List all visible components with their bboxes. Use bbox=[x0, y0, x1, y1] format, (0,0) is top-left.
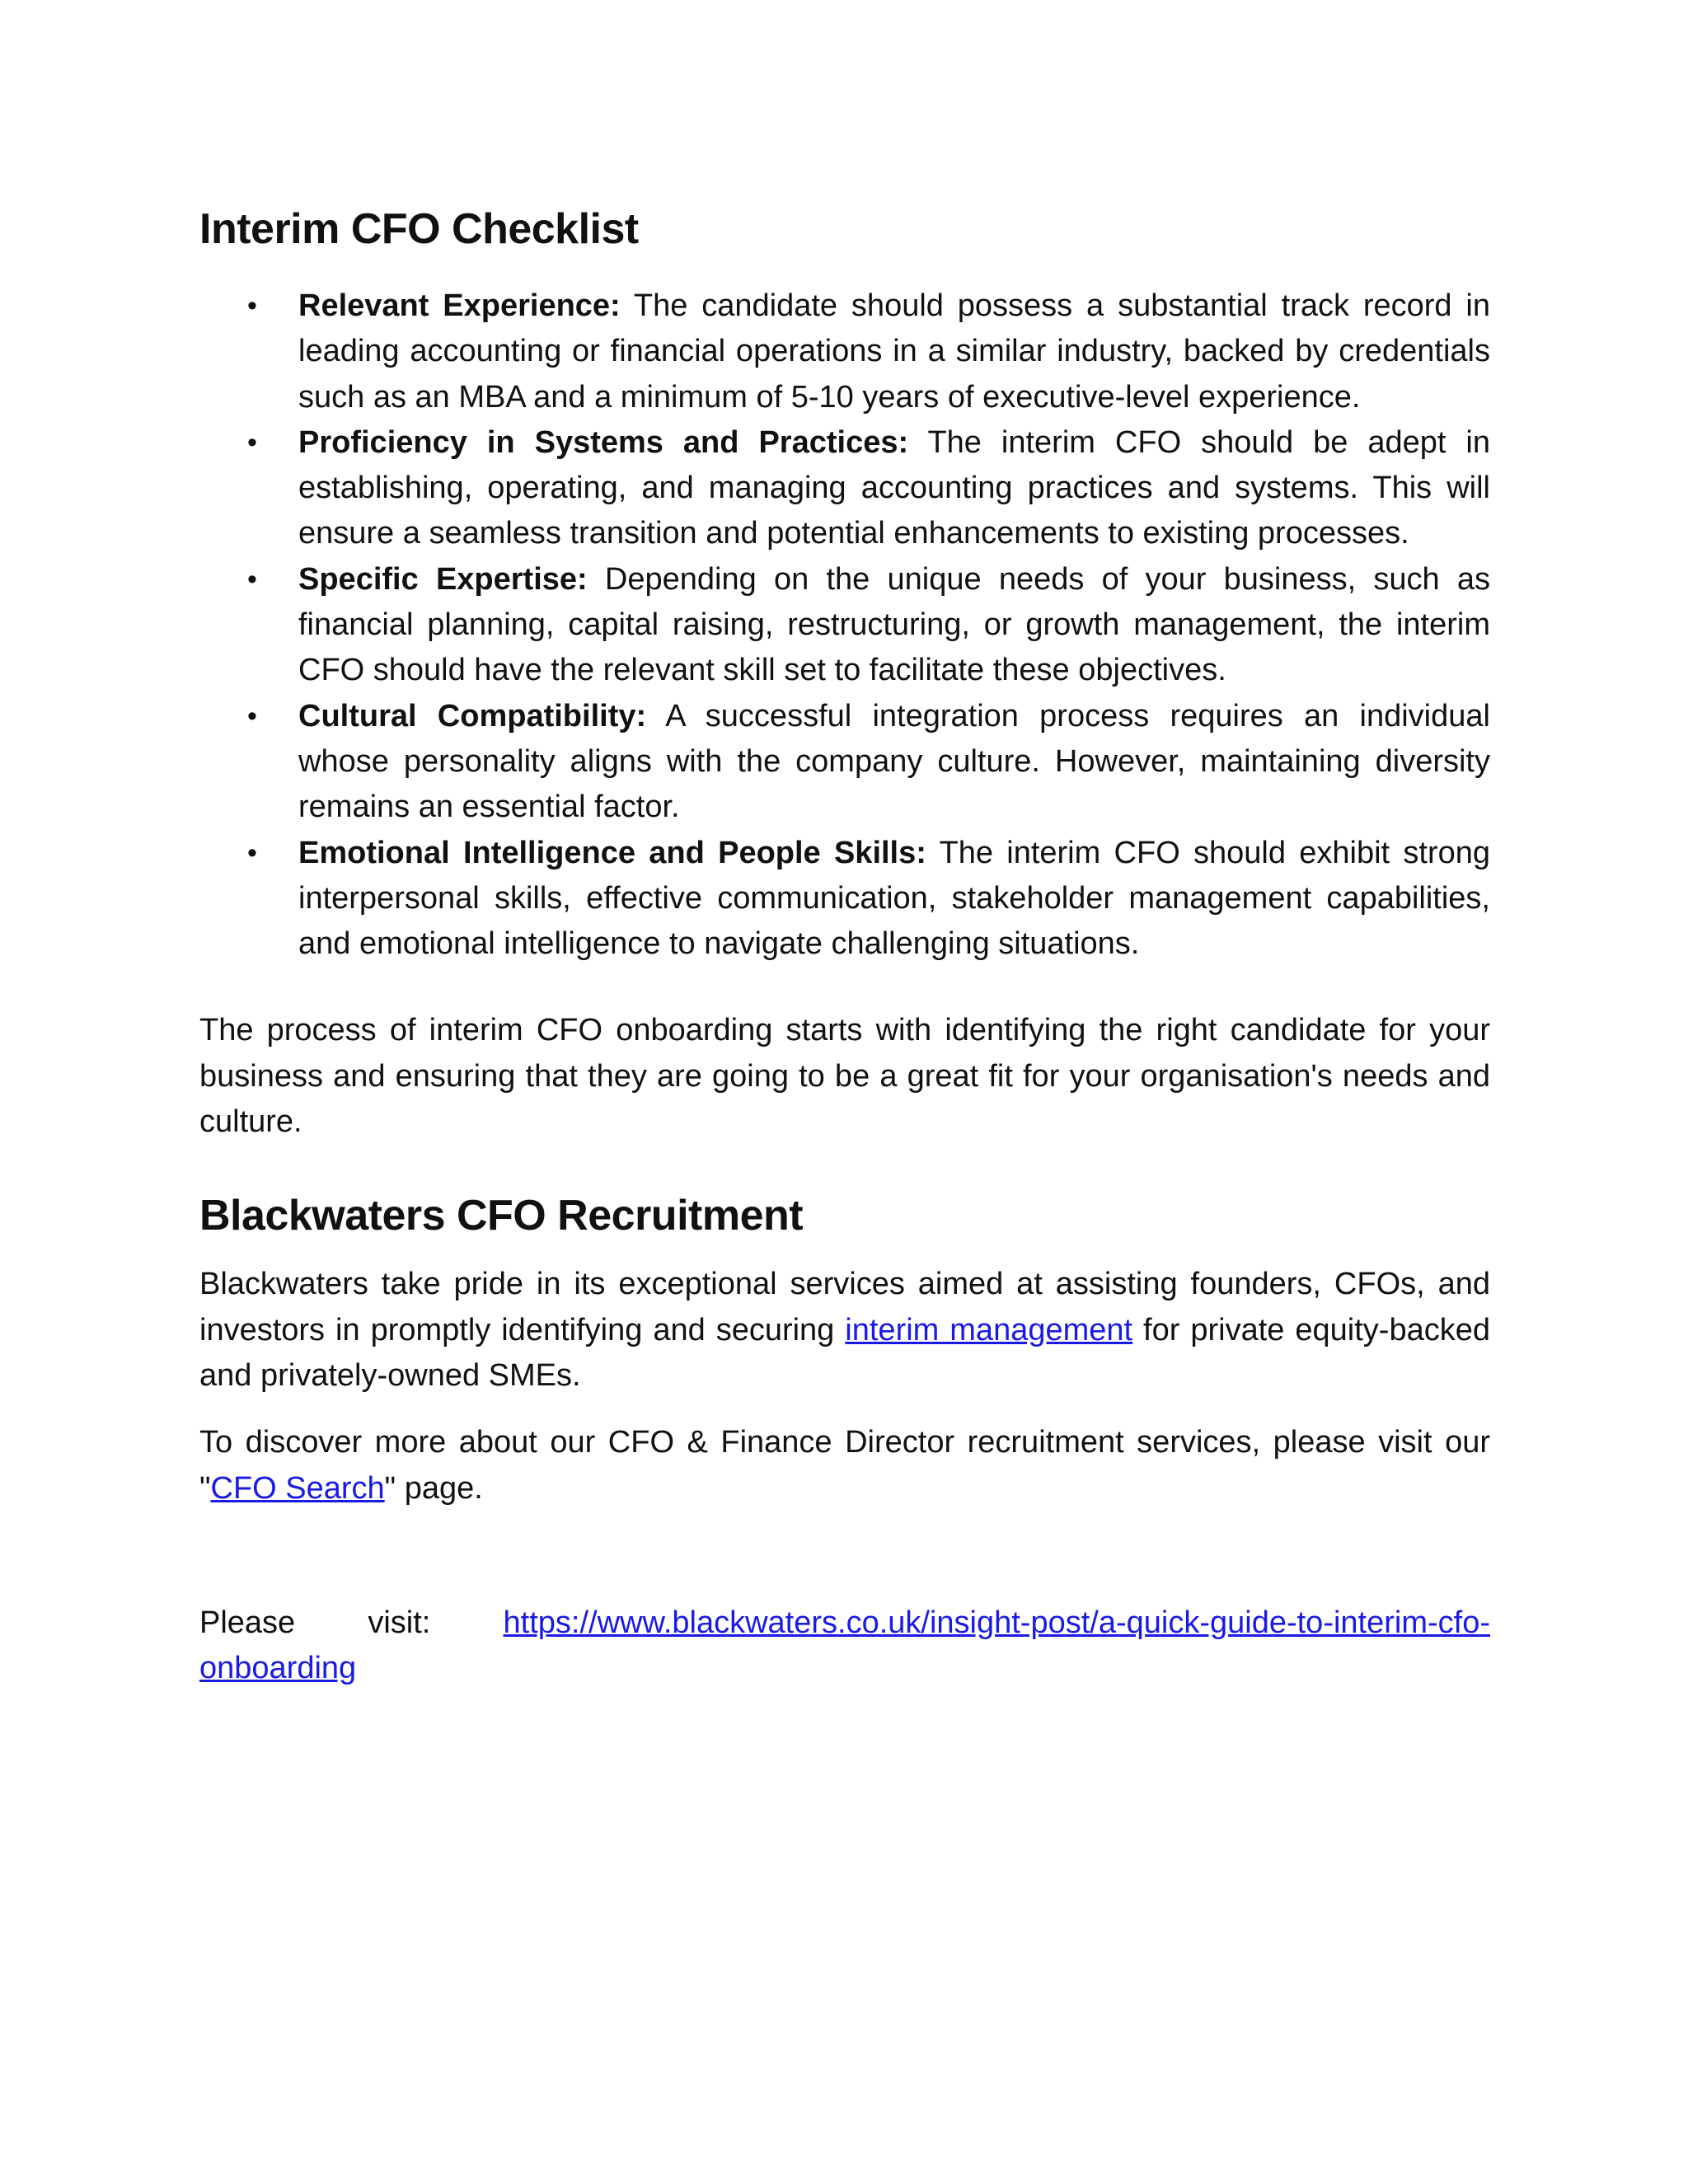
discover-text-before: To discover more about our CFO & Finance Director recruitment services, please visit our " bbox=[199, 1425, 1490, 1506]
cfo-search-link[interactable]: CFO Search bbox=[210, 1470, 385, 1506]
bullet-icon: • bbox=[247, 426, 257, 458]
discover-paragraph bbox=[199, 1420, 1490, 1511]
checklist-item-term: Relevant Experience: bbox=[298, 288, 621, 323]
discover-text-after: " page. bbox=[384, 1470, 483, 1506]
checklist-list bbox=[199, 284, 1490, 967]
bullet-icon: • bbox=[247, 837, 257, 869]
process-paragraph: The process of interim CFO onboarding starts with identifying the right candidate for your business and ensuring that they are going to be a great fit for your organisation's needs and culture. bbox=[199, 1013, 1490, 1140]
checklist-item-text: The interim CFO should exhibit strong interpersonal skills, effective communication, stakeholder management capabilities, and emotional intelligence to navigate challenging situations. bbox=[298, 835, 1490, 962]
checklist-item-term: Specific Expertise: bbox=[298, 561, 588, 597]
checklist-item-text: Depending on the unique needs of your business, such as financial planning, capital raising, restructuring, or growth management, the interim CFO should have the relevant skill set to facilitate these objectives. bbox=[298, 561, 1490, 688]
checklist-item-relevant-experience bbox=[199, 284, 1490, 420]
pride-paragraph bbox=[199, 1262, 1490, 1399]
pride-text-before: Blackwaters take pride in its exceptional services aimed at assisting founders, CFOs, and investors in promptly identifying and securing bbox=[199, 1267, 1490, 1347]
checklist-heading: Interim CFO Checklist bbox=[199, 205, 639, 253]
bullet-icon: • bbox=[247, 563, 257, 595]
pride-text-after: for private equity-backed and privately-owned SMEs. bbox=[199, 1312, 1490, 1393]
document-page bbox=[199, 204, 1490, 1691]
checklist-item-term: Emotional Intelligence and People Skills: bbox=[298, 835, 926, 870]
checklist-item-text: A successful integration process requires an individual whose personality aligns with the company culture. However, maintaining diversity remains an essential factor. bbox=[298, 698, 1490, 825]
source-url-link[interactable]: https://www.blackwaters.co.uk/insight-post/a-quick-guide-to-interim-cfo-onboarding bbox=[199, 1605, 1490, 1686]
checklist-item-cultural-compatibility bbox=[199, 694, 1490, 831]
visit-paragraph bbox=[199, 1601, 1490, 1692]
checklist-item-text: The interim CFO should be adept in establishing, operating, and managing accounting practices and systems. This will ensure a seamless transition and potential enhancements to existing processes. bbox=[298, 424, 1490, 551]
checklist-item-emotional-intelligence bbox=[199, 831, 1490, 968]
interim-management-link[interactable]: interim management bbox=[845, 1312, 1133, 1347]
bullet-icon: • bbox=[247, 290, 257, 321]
bullet-icon: • bbox=[247, 700, 257, 732]
checklist-item-term: Cultural Compatibility: bbox=[298, 698, 647, 733]
checklist-item-text: The candidate should possess a substantial track record in leading accounting or financial operations in a similar industry, backed by credentials such as an MBA and a minimum of 5-10 years of executive-level experience. bbox=[298, 288, 1490, 415]
checklist-item-term: Proficiency in Systems and Practices: bbox=[298, 424, 909, 460]
checklist-item-proficiency bbox=[199, 420, 1490, 557]
recruitment-heading: Blackwaters CFO Recruitment bbox=[199, 1192, 804, 1240]
checklist-item-specific-expertise bbox=[199, 557, 1490, 694]
visit-label: Please visit: bbox=[199, 1605, 504, 1640]
